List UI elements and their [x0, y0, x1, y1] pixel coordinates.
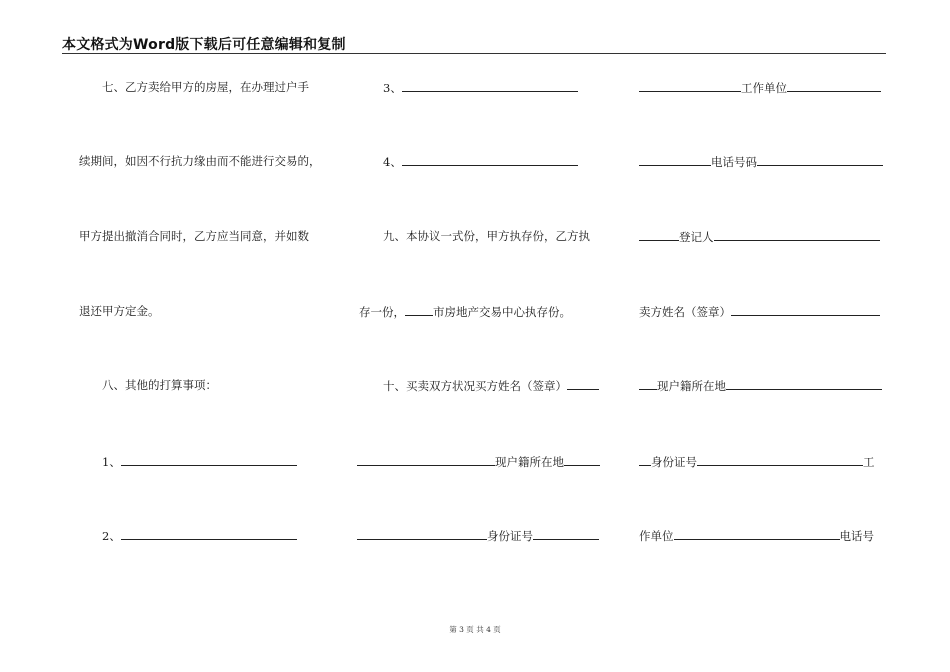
buyer-id-line: [357, 528, 599, 543]
item-3-number: 3、: [383, 81, 402, 95]
buyer-phone-label: 电话号码: [711, 155, 757, 169]
item-3-line: [383, 80, 578, 95]
buyer-registrar-blank-b[interactable]: [714, 229, 880, 241]
clause-7-line-1: 七、乙方卖给甲方的房屋，在办理过户手: [102, 80, 309, 94]
document-header-title: 本文格式为Word版下载后可任意编辑和复制: [62, 37, 346, 53]
seller-id-line: [639, 454, 875, 469]
item-4-blank[interactable]: [402, 154, 578, 166]
seller-phone-label: 电话号: [839, 529, 874, 543]
item-2-blank[interactable]: [121, 528, 297, 540]
buyer-registrar-blank-a[interactable]: [639, 229, 679, 241]
seller-residence-blank-a[interactable]: [639, 378, 657, 390]
buyer-workplace-label: 工作单位: [741, 81, 787, 95]
seller-name-line: [639, 304, 880, 319]
buyer-residence-label: 现户籍所在地: [495, 455, 564, 469]
clause-7-line-3: 甲方提出撤消合同时，乙方应当同意，并如数: [79, 229, 309, 243]
item-1-blank[interactable]: [121, 454, 297, 466]
buyer-name-label: 十、买卖双方状况买方姓名（签章）: [383, 379, 567, 393]
seller-work-label-start: 工: [863, 455, 875, 469]
buyer-phone-blank-a[interactable]: [639, 154, 711, 166]
buyer-residence-blank-b[interactable]: [564, 454, 600, 466]
header-divider: [62, 53, 886, 54]
seller-workplace-line: [639, 528, 874, 543]
seller-residence-label: 现户籍所在地: [657, 379, 726, 393]
buyer-id-blank-b[interactable]: [533, 528, 599, 540]
buyer-id-label: 身份证号: [487, 529, 533, 543]
seller-name-blank[interactable]: [731, 304, 880, 316]
clause-8-heading: 八、其他的打算事项：: [102, 378, 217, 392]
seller-id-label: 身份证号: [651, 455, 697, 469]
seller-name-label: 卖方姓名（签章）: [639, 305, 731, 319]
buyer-registrar-line: [639, 229, 880, 244]
buyer-workplace-line: [639, 80, 881, 95]
buyer-residence-blank-a[interactable]: [357, 454, 495, 466]
seller-workplace-blank[interactable]: [674, 528, 840, 540]
item-2-line: [102, 528, 297, 543]
buyer-phone-blank-b[interactable]: [757, 154, 883, 166]
buyer-id-blank-a[interactable]: [357, 528, 487, 540]
seller-workplace-label: 作单位: [639, 529, 674, 543]
item-4-number: 4、: [383, 155, 402, 169]
buyer-phone-line: [639, 154, 883, 169]
page-number-footer: 第 3 页 共 4 页: [449, 625, 501, 634]
item-1-number: 1、: [102, 455, 121, 469]
clause-9-blank[interactable]: [405, 304, 433, 316]
buyer-name-blank[interactable]: [567, 378, 599, 390]
buyer-registrar-label: 登记人: [679, 230, 714, 244]
item-1-line: [102, 454, 297, 469]
seller-id-blank-a[interactable]: [639, 454, 651, 466]
item-2-number: 2、: [102, 529, 121, 543]
clause-7-line-2: 续期间，如因不行抗力缘由而不能进行交易的，: [79, 154, 321, 168]
seller-id-blank-b[interactable]: [697, 454, 863, 466]
buyer-workplace-blank-b[interactable]: [787, 80, 881, 92]
buyer-residence-line: [357, 454, 600, 469]
clause-9-text-b: 市房地产交易中心执存份。: [433, 305, 571, 319]
item-3-blank[interactable]: [402, 80, 578, 92]
clause-9-line-1: 九、本协议一式份，甲方执存份，乙方执: [383, 229, 590, 243]
seller-residence-line: [639, 378, 882, 393]
clause-7-line-4: 退还甲方定金。: [79, 304, 160, 318]
buyer-workplace-blank-a[interactable]: [639, 80, 741, 92]
seller-residence-blank-b[interactable]: [726, 378, 882, 390]
clause-9-text-a: 存一份，: [359, 305, 405, 319]
clause-10-line: [383, 378, 599, 393]
clause-9-line-2: [359, 304, 571, 319]
item-4-line: [383, 154, 578, 169]
